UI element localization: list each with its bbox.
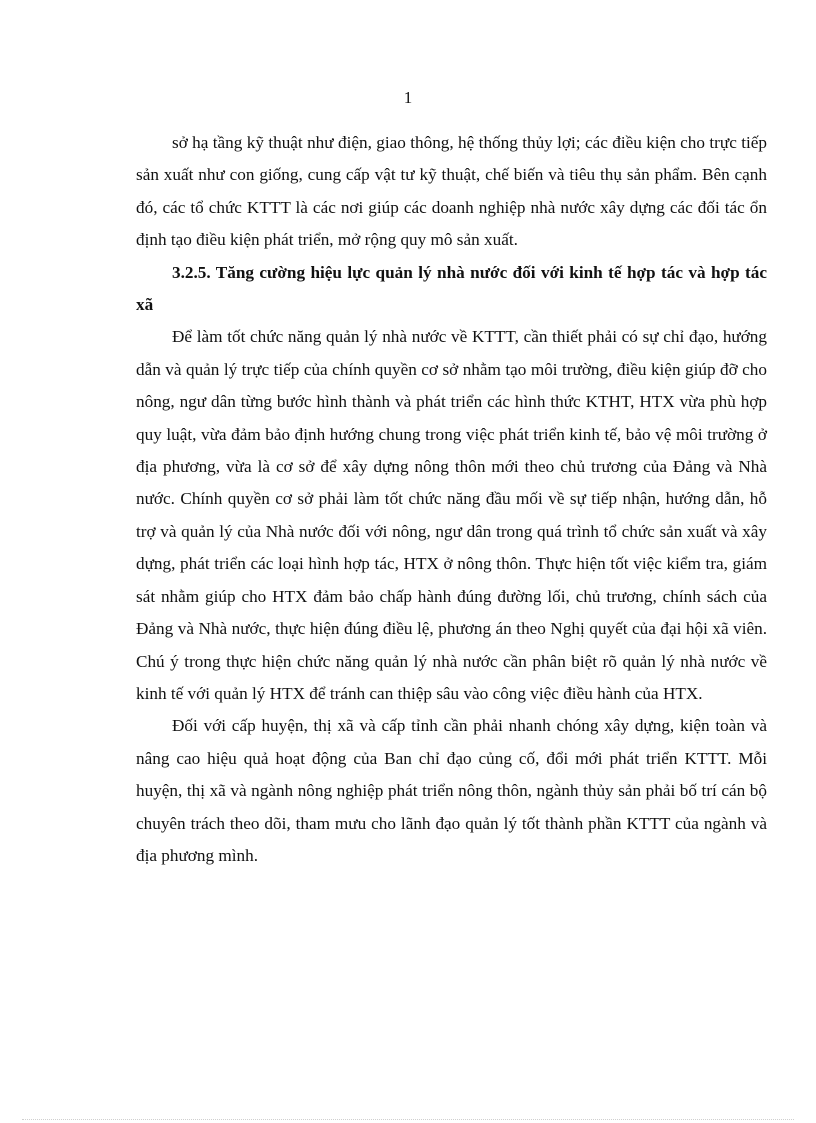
page-number: 1 [403, 88, 413, 107]
section-heading: 3.2.5. Tăng cường hiệu lực quản lý nhà nước đối với kinh tế hợp tác và hợp tác xã [136, 262, 767, 315]
paragraph-district-level: Đối với cấp huyện, thị xã và cấp tỉnh cần phải nhanh chóng xây dựng, kiện toàn và nâng cao hiệu quả hoạt động của Ban chỉ đạo củng cố, đổi mới phát triển KTTT. Mỗi huyện, thị xã và ngành nông nghiệp phát triển nông thôn, ngành thủy sản phải bố trí cán bộ chuyên trách theo dõi, tham mưu cho lãnh đạo quản lý tốt thành phần KTTT của ngành và địa phương mình. [136, 716, 767, 865]
body-text [136, 127, 767, 872]
paragraph-continuation: sở hạ tầng kỹ thuật như điện, giao thông, hệ thống thủy lợi; các điều kiện cho trực tiếp sản xuất như con giống, cung cấp vật tư kỹ thuật, chế biến và tiêu thụ sản phẩm. Bên cạnh đó, các tổ chức KTTT là các nơi giúp các doanh nghiệp nhà nước xây dựng các đối tác ổn định tạo điều kiện phát triển, mở rộng quy mô sản xuất. [136, 133, 767, 250]
paragraph-state-management: Để làm tốt chức năng quản lý nhà nước về KTTT, cần thiết phải có sự chỉ đạo, hướng dẫn và quản lý trực tiếp của chính quyền cơ sở nhằm tạo môi trường, điều kiện giúp đỡ cho nông, ngư dân từng bước hình thành và phát triển các hình thức KTHT, HTX vừa phù hợp quy luật, vừa đảm bảo định hướng chung trong việc phát triển kinh tế, bảo vệ môi trường ở địa phương, vừa là cơ sở để xây dựng nông thôn mới theo chủ trương của Đảng và Nhà nước. Chính quyền cơ sở phải làm tốt chức năng đầu mối về sự tiếp nhận, hướng dẫn, hỗ trợ và quản lý của Nhà nước đối với nông, ngư dân trong quá trình tổ chức sản xuất và xây dựng, phát triển các loại hình hợp tác, HTX ở nông thôn. Thực hiện tốt việc kiểm tra, giám sát nhằm giúp cho HTX đảm bảo chấp hành đúng đường lối, chủ trương, chính sách của Đảng và Nhà nước, thực hiện đúng điều lệ, phương án theo Nghị quyết của đại hội xã viên. Chú ý trong thực hiện chức năng quản lý nhà nước cần phân biệt rõ quản lý nhà nước về kinh tế với quản lý HTX để tránh can thiệp sâu vào công việc điều hành của HTX. [136, 327, 767, 703]
page-bottom-divider [22, 1119, 794, 1120]
